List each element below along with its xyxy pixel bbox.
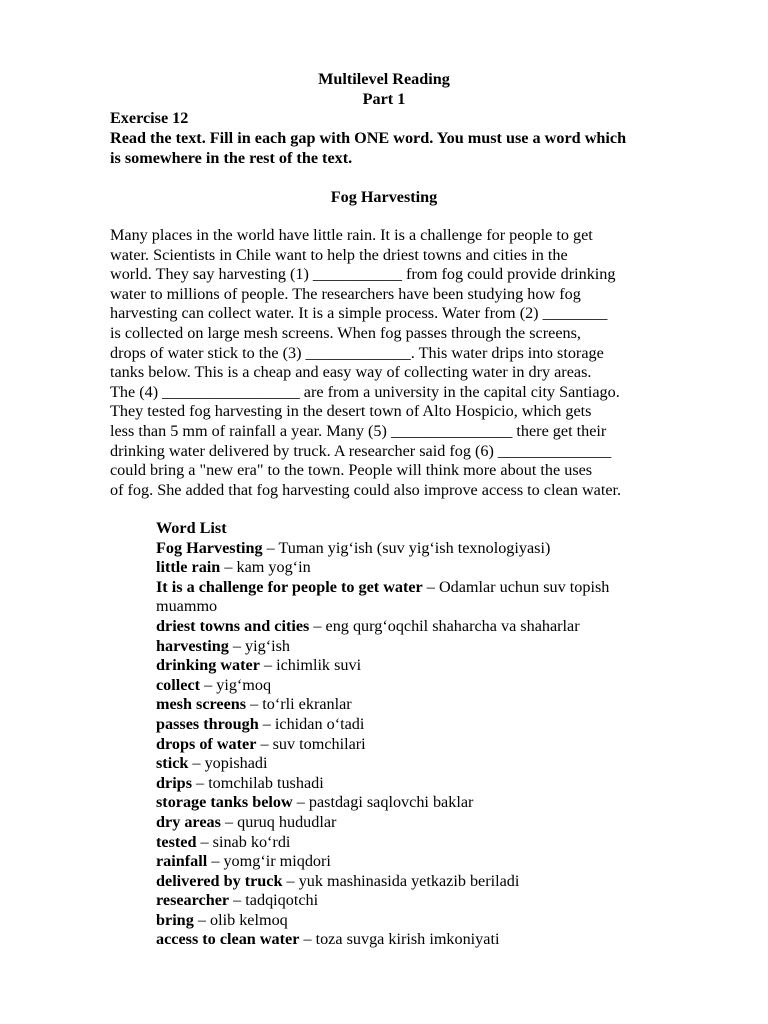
word-translation: ichidan o‘tadi bbox=[274, 714, 365, 733]
word-term: mesh screens bbox=[156, 695, 247, 714]
word-list-item bbox=[156, 656, 716, 676]
word-term: tested bbox=[156, 832, 197, 851]
word-list-item bbox=[156, 793, 716, 813]
word-list-item bbox=[156, 715, 716, 735]
passage-line: The (4) _________________ are from a university in the capital city Santiago. bbox=[110, 382, 620, 401]
word-translation: kam yog‘in bbox=[236, 558, 311, 577]
word-separator: – bbox=[422, 577, 439, 596]
word-term: drinking water bbox=[156, 656, 260, 675]
word-separator: – bbox=[282, 871, 299, 890]
word-list-item bbox=[156, 676, 716, 696]
instructions-line-1: Read the text. Fill in each gap with ONE word. You must use a word which bbox=[110, 129, 627, 147]
word-separator: – bbox=[258, 714, 275, 733]
word-translation: sinab ko‘rdi bbox=[212, 832, 291, 851]
word-term: drips bbox=[156, 773, 192, 792]
passage-line: world. They say harvesting (1) ___________ from fog could provide drinking bbox=[110, 265, 616, 284]
word-list bbox=[156, 519, 716, 950]
word-term: driest towns and cities bbox=[156, 616, 310, 635]
word-separator: – bbox=[292, 793, 309, 812]
word-translation: olib kelmoq bbox=[209, 910, 288, 929]
reading-passage bbox=[110, 226, 730, 500]
passage-line: harvesting can collect water. It is a simple process. Water from (2) ________ bbox=[110, 304, 608, 323]
word-list-item bbox=[156, 578, 716, 598]
word-list-item bbox=[156, 813, 716, 833]
word-term: access to clean water bbox=[156, 930, 300, 949]
word-list-item bbox=[156, 597, 716, 617]
word-translation: yig‘ish bbox=[245, 636, 290, 655]
passage-line: They tested fog harvesting in the desert town of Alto Hospicio, which gets bbox=[110, 402, 592, 421]
word-translation: yomg‘ir miqdori bbox=[223, 852, 331, 871]
word-list-item bbox=[156, 852, 716, 872]
word-list-item bbox=[156, 754, 716, 774]
word-separator: – bbox=[207, 852, 224, 871]
word-list-item bbox=[156, 695, 716, 715]
passage-line: water. Scientists in Chile want to help the driest towns and cities in the bbox=[110, 245, 568, 264]
word-term: collect bbox=[156, 675, 201, 694]
word-term: harvesting bbox=[156, 636, 229, 655]
word-separator: – bbox=[299, 930, 316, 949]
word-translation: yuk mashinasida yetkazib beriladi bbox=[298, 871, 520, 890]
word-separator: – bbox=[229, 891, 246, 910]
word-separator: – bbox=[228, 636, 246, 655]
word-list-item bbox=[156, 833, 716, 853]
word-translation: quruq hududlar bbox=[237, 812, 337, 831]
text-title: Fog Harvesting bbox=[330, 188, 438, 206]
word-list-item bbox=[156, 735, 716, 755]
word-term: researcher bbox=[156, 891, 230, 910]
word-list-item bbox=[156, 617, 716, 637]
word-separator: – bbox=[220, 812, 238, 831]
word-separator: – bbox=[309, 616, 326, 635]
exercise-label: Exercise 12 bbox=[110, 109, 189, 127]
word-translation: toza suvga kirish imkoniyati bbox=[315, 930, 500, 949]
word-translation: tadqiqotchi bbox=[245, 891, 319, 910]
word-separator: – bbox=[196, 832, 213, 851]
word-separator: – bbox=[262, 538, 279, 557]
word-term: bring bbox=[156, 910, 194, 929]
word-term: delivered by truck bbox=[156, 871, 283, 890]
word-list-item bbox=[156, 637, 716, 657]
word-list-item bbox=[156, 872, 716, 892]
word-separator: – bbox=[188, 754, 205, 773]
word-list-item bbox=[156, 891, 716, 911]
word-translation: Odamlar uchun suv topish bbox=[438, 577, 610, 596]
word-separator: – bbox=[259, 656, 277, 675]
passage-line: of fog. She added that fog harvesting could also improve access to clean water. bbox=[110, 480, 622, 499]
word-translation: suv tomchilari bbox=[272, 734, 366, 753]
word-term: storage tanks below bbox=[156, 793, 293, 812]
passage-line: Many places in the world have little rain. It is a challenge for people to get bbox=[110, 226, 593, 244]
passage-line: could bring a "new era" to the town. People will think more about the uses bbox=[110, 461, 593, 480]
word-translation: tomchilab tushadi bbox=[208, 773, 324, 792]
word-translation: eng qurg‘oqchil shaharcha va shaharlar bbox=[325, 616, 580, 635]
word-term: dry areas bbox=[156, 812, 221, 831]
word-list-item bbox=[156, 539, 716, 559]
word-list-heading: Word List bbox=[156, 519, 227, 537]
word-translation: pastdagi saqlovchi baklar bbox=[308, 793, 474, 812]
passage-line: drops of water stick to the (3) _____________. This water drips into storage bbox=[110, 343, 604, 362]
word-term: It is a challenge for people to get water bbox=[156, 577, 423, 596]
passage-line: drinking water delivered by truck. A researcher said fog (6) ______________ bbox=[110, 441, 612, 460]
word-separator: – bbox=[200, 675, 217, 694]
passage-line: water to millions of people. The researchers have been studying how fog bbox=[110, 284, 581, 303]
word-list-item bbox=[156, 911, 716, 931]
word-separator: – bbox=[220, 558, 237, 577]
part-label: Part 1 bbox=[362, 90, 406, 108]
word-term: rainfall bbox=[156, 852, 208, 871]
word-list-item bbox=[156, 774, 716, 794]
word-term: little rain bbox=[156, 558, 221, 577]
word-term: drops of water bbox=[156, 734, 257, 753]
word-translation: muammo bbox=[156, 597, 218, 616]
word-term: passes through bbox=[156, 714, 259, 733]
word-translation: ichimlik suvi bbox=[276, 656, 362, 675]
word-translation: Tuman yig‘ish (suv yig‘ish texnologiyasi) bbox=[278, 538, 551, 557]
instructions-line-2: is somewhere in the rest of the text. bbox=[110, 149, 353, 167]
word-term: stick bbox=[156, 754, 189, 773]
passage-line: less than 5 mm of rainfall a year. Many (5) _______________ there get their bbox=[110, 421, 607, 440]
word-separator: – bbox=[246, 695, 263, 714]
word-translation: to‘rli ekranlar bbox=[262, 695, 352, 714]
document-title: Multilevel Reading bbox=[318, 70, 450, 88]
word-term: Fog Harvesting bbox=[156, 538, 263, 557]
word-list-item bbox=[156, 930, 716, 950]
word-translation: yig‘moq bbox=[216, 675, 272, 694]
word-separator: – bbox=[256, 734, 273, 753]
word-list-item bbox=[156, 558, 716, 578]
word-translation: yopishadi bbox=[204, 754, 268, 773]
word-separator: – bbox=[192, 773, 209, 792]
passage-line: is collected on large mesh screens. When fog passes through the screens, bbox=[110, 323, 581, 342]
word-separator: – bbox=[193, 910, 210, 929]
passage-line: tanks below. This is a cheap and easy way of collecting water in dry areas. bbox=[110, 363, 592, 382]
